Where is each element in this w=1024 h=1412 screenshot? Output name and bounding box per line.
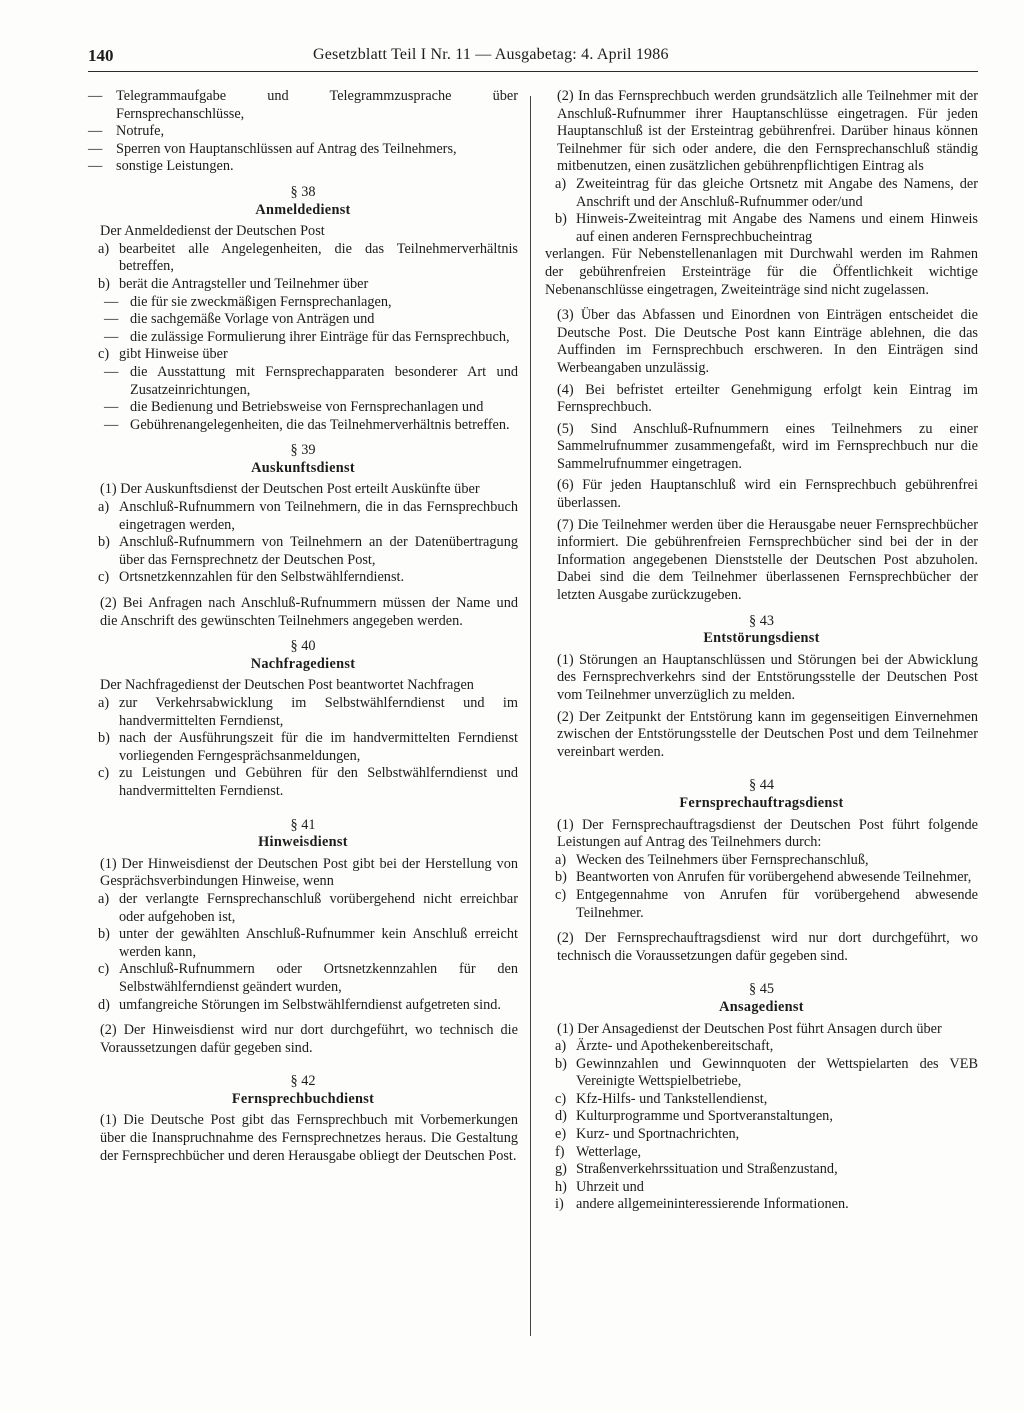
list-item: — die Ausstattung mit Fernsprechapparaten besonderer Art und Zusatzeinrichtungen, xyxy=(104,363,518,398)
list-item: a) der verlangte Fernsprechanschluß vorübergehend nicht erreichbar oder aufgehoben ist, xyxy=(98,890,518,925)
list-item: — die zulässige Formulierung ihrer Einträge für das Fernsprechbuch, xyxy=(104,328,510,345)
section-number: § 45 xyxy=(748,981,775,998)
paragraph: (1) Der Hinweisdienst der Deutschen Post gibt bei der Herstellung von Gesprächsverbindungen Hinweise, wenn xyxy=(100,855,518,890)
list-item: — die Bedienung und Betriebsweise von Fernsprechanlagen und xyxy=(104,399,484,416)
list-item: — Sperren von Hauptanschlüssen auf Antrag des Teilnehmers, xyxy=(88,140,457,157)
header-title: Gesetzblatt Teil I Nr. 11 — Ausgabetag: 4. April 1986 xyxy=(313,46,669,63)
column-divider xyxy=(530,96,531,1336)
list-item: c) Entgegennahme von Anrufen für vorübergehend abwesende Teilnehmer. xyxy=(555,886,978,921)
list-item: b) Gewinnzahlen und Gewinnquoten der Wettspielarten des VEB Vereinigte Wettspielbetriebe, xyxy=(555,1055,978,1090)
section-number: § 41 xyxy=(290,816,316,833)
paragraph: (5) Sind Anschluß-Rufnummern eines Teilnehmers zu einer Sammelrufnummer zusammengefaßt, wird im Fernsprechbuch nur die Sammelrufnummer eingetragen. xyxy=(557,420,978,472)
list-item: b) Anschluß-Rufnummern von Teilnehmern an der Datenübertragung über das Fernsprechnetz der Deutschen Post, xyxy=(98,534,518,568)
list-item: — die für sie zweckmäßigen Fernsprechanlagen, xyxy=(104,293,392,310)
paragraph: (1) Der Fernsprechauftragsdienst der Deutschen Post führt folgende Leistungen auf Antrag des Teilnehmers durch: xyxy=(557,816,978,851)
section-number: § 43 xyxy=(748,612,775,629)
paragraph: (1) Der Auskunftsdienst der Deutschen Post erteilt Auskünfte über xyxy=(100,481,480,498)
list-item: a) Ärzte- und Apothekenbereitschaft, xyxy=(555,1038,774,1055)
section-title: Fernsprechauftragsdienst xyxy=(679,794,844,811)
list-item: b) unter der gewählten Anschluß-Rufnummer kein Anschluß erreicht werden kann, xyxy=(98,926,518,960)
section-title: Entstörungsdienst xyxy=(703,630,820,647)
list-item: a) Zweiteintrag für das gleiche Ortsnetz mit Angabe des Namens, der Anschrift und der Anschluß-Rufnummer oder/und xyxy=(555,175,978,210)
paragraph: (7) Die Teilnehmer werden über die Herausgabe neuer Fernsprechbücher informiert. Die gebührenfreien Fernsprechbücher sind bei der in der Information angegebenen Dienststelle der Deutschen Post abzuholen. Dabei sind die dem Teilnehmer überlassenen Fernsprechbücher der letzten Ausgabe zurückzugeben. xyxy=(557,516,978,604)
list-item: c) Kfz-Hilfs- und Tankstellendienst, xyxy=(555,1090,768,1107)
list-item: i) andere allgemeininteressierende Informationen. xyxy=(555,1196,849,1213)
section-number: § 42 xyxy=(290,1073,316,1090)
paragraph: Der Anmeldedienst der Deutschen Post xyxy=(100,223,325,240)
paragraph: (6) Für jeden Hauptanschluß wird ein Fernsprechbuch gebührenfrei überlassen. xyxy=(557,477,978,512)
page-header xyxy=(88,46,978,72)
list-item: b) Hinweis-Zweiteintrag mit Angabe des Namens und einem Hinweis auf einen anderen Fernsprechbucheintrag xyxy=(555,211,978,245)
section-title: Nachfragedienst xyxy=(250,655,356,672)
section-title: Anmeldedienst xyxy=(255,201,351,218)
list-item: a) Wecken des Teilnehmers über Fernsprechanschluß, xyxy=(555,851,869,868)
list-item: a) zur Verkehrsabwicklung im Selbstwählferndienst und im handvermittelten Ferndienst, xyxy=(98,695,518,729)
section-title: Hinweisdienst xyxy=(258,834,348,851)
paragraph: (2) In das Fernsprechbuch werden grundsätzlich alle Teilnehmer mit der Anschluß-Rufnummer ihrer Hauptanschlüsse eingetragen. Für jeden Hauptanschluß ist der Ersteintrag gebührenfrei. Darüber hinaus können Teilnehmer für sich oder andere, die den Fernsprechanschluß ständig mitbenutzen, einen zusätzlichen gebührenpflichtigen Eintrag als xyxy=(557,88,978,175)
list-item: e) Kurz- und Sportnachrichten, xyxy=(555,1126,740,1143)
paragraph: Der Nachfragedienst der Deutschen Post beantwortet Nachfragen xyxy=(100,677,474,694)
paragraph: (2) Bei Anfragen nach Anschluß-Rufnummern müssen der Name und die Anschrift des gewünschten Teilnehmers angegeben werden. xyxy=(100,595,518,629)
list-item: b) Beantworten von Anrufen für vorübergehend abwesende Teilnehmer, xyxy=(555,869,972,886)
section-title: Ansagedienst xyxy=(719,998,804,1015)
left-column xyxy=(88,88,518,1165)
paragraph: (1) Störungen an Hauptanschlüssen und Störungen bei der Abwicklung des Fernsprechverkehrs sind der Entstörungsstelle der Deutschen Post vom Teilnehmer unverzüglich zu melden. xyxy=(557,651,978,703)
paragraph: (2) Der Zeitpunkt der Entstörung kann im gegenseitigen Einvernehmen zwischen der Entstörungsstelle der Deutschen Post und dem Teilnehmer vereinbart werden. xyxy=(557,708,978,760)
list-item: b) berät die Antragsteller und Teilnehmer über xyxy=(98,275,369,292)
list-item: — sonstige Leistungen. xyxy=(88,158,234,175)
list-item: — Gebührenangelegenheiten, die das Teilnehmerverhältnis betreffen. xyxy=(104,416,510,433)
list-item: c) zu Leistungen und Gebühren für den Selbstwählferndienst und handvermittelten Ferndienst. xyxy=(98,765,518,799)
list-item: — Notrufe, xyxy=(88,123,165,140)
list-item: c) Anschluß-Rufnummern oder Ortsnetzkennzahlen für den Selbstwählferndienst geändert wurden, xyxy=(98,961,518,995)
paragraph: (3) Über das Abfassen und Einordnen von Einträgen entscheidet die Deutsche Post. Die Deutsche Post kann Einträge ablehnen, die das Auffinden im Fernsprechbuch erschweren. In den Einträgen sind Werbeangaben unzulässig. xyxy=(557,307,978,376)
paragraph: verlangen. Für Nebenstellenanlagen mit Durchwahl werden im Rahmen der gebührenfreien Ersteinträge für die Öffentlichkeit wichtige Nebenanschlüsse eingetragen, Zweiteinträge sind nicht zugelassen. xyxy=(545,246,978,298)
list-item: — Telegrammaufgabe und Telegrammzusprache über Fernsprechanschlüsse, xyxy=(88,88,518,122)
section-number: § 40 xyxy=(290,638,316,655)
section-title: Auskunftsdienst xyxy=(251,459,355,476)
list-item: h) Uhrzeit und xyxy=(555,1178,644,1195)
paragraph: (4) Bei befristet erteilter Genehmigung erfolgt kein Eintrag im Fernsprechbuch. xyxy=(557,381,978,416)
list-item: d) umfangreiche Störungen im Selbstwählferndienst aufgetreten sind. xyxy=(98,996,501,1013)
list-item: c) gibt Hinweise über xyxy=(98,346,228,363)
list-item: a) Anschluß-Rufnummern von Teilnehmern, die in das Fernsprechbuch eingetragen werden, xyxy=(98,499,518,533)
paragraph: (1) Der Ansagedienst der Deutschen Post führt Ansagen durch über xyxy=(557,1020,942,1037)
page-number: 140 xyxy=(88,46,114,65)
section-title: Fernsprechbuchdienst xyxy=(231,1090,375,1107)
section-number: § 39 xyxy=(290,442,316,459)
list-item: f) Wetterlage, xyxy=(555,1143,642,1160)
section-number: § 38 xyxy=(290,183,316,200)
paragraph: (1) Die Deutsche Post gibt das Fernsprechbuch mit Vorbemerkungen über die Inanspruchnahme des Fernsprechnetzes heraus. Die Gestaltung der Fernsprechbücher und deren Herausgabe obliegt der Deutschen Post. xyxy=(100,1112,518,1164)
list-item: b) nach der Ausführungszeit für die im handvermittelten Ferndienst vorliegenden Ferngesprächsanmeldungen, xyxy=(98,730,518,764)
section-number: § 44 xyxy=(748,777,775,794)
list-item: d) Kulturprogramme und Sportveranstaltungen, xyxy=(555,1108,833,1125)
paragraph: (2) Der Hinweisdienst wird nur dort durchgeführt, wo technisch die Voraussetzungen dafür gegeben sind. xyxy=(100,1022,518,1056)
paragraph: (2) Der Fernsprechauftragsdienst wird nur dort durchgeführt, wo technisch die Voraussetzungen dafür gegeben sind. xyxy=(557,930,978,964)
list-item: a) bearbeitet alle Angelegenheiten, die das Teilnehmerverhältnis betreffen, xyxy=(98,240,518,275)
list-item: g) Straßenverkehrssituation und Straßenzustand, xyxy=(555,1161,838,1178)
list-item: — die sachgemäße Vorlage von Anträgen und xyxy=(104,311,375,328)
list-item: c) Ortsnetzkennzahlen für den Selbstwählferndienst. xyxy=(98,569,405,586)
right-column xyxy=(545,88,978,1214)
